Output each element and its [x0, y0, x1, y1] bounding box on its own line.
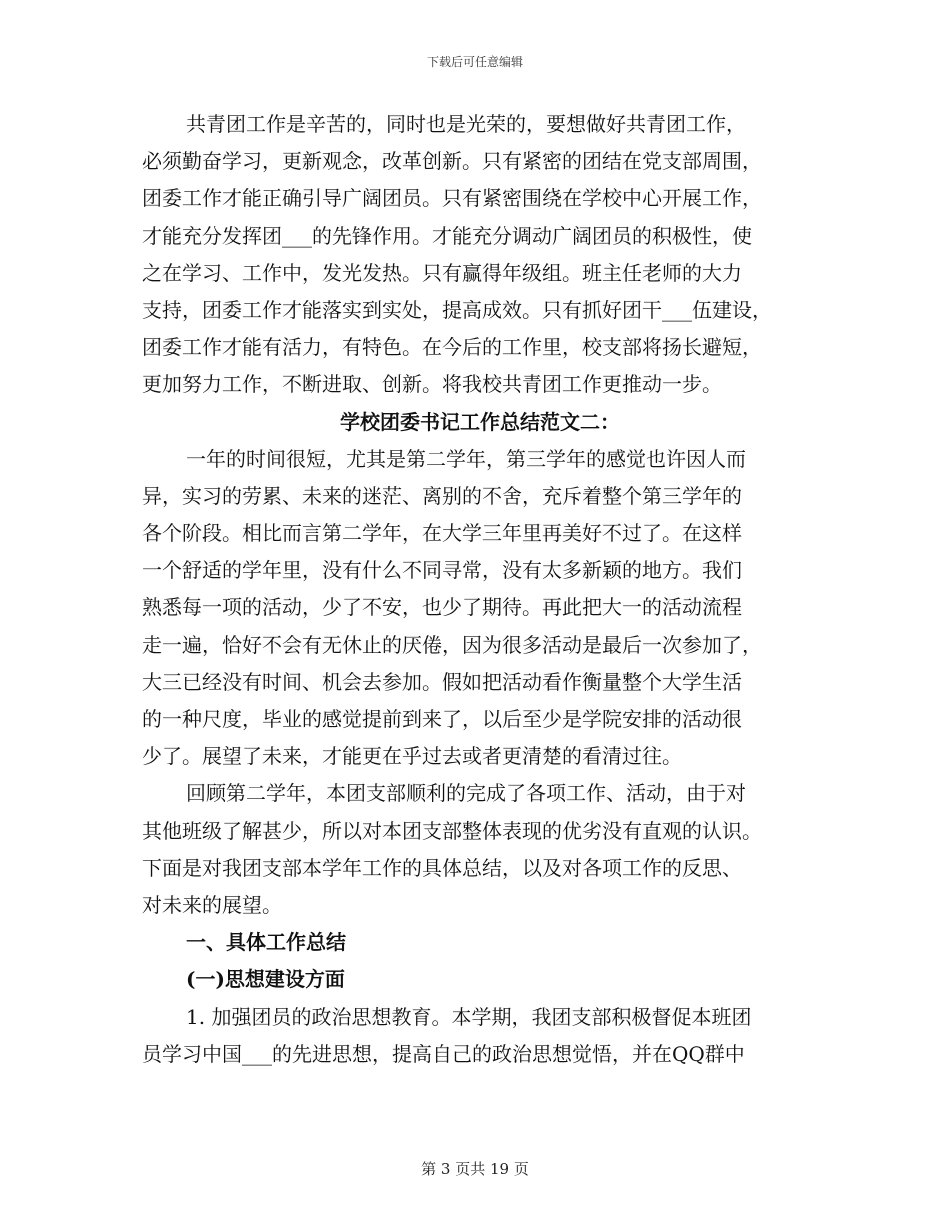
- page-footer: 第 3 页共 19 页: [421, 1160, 529, 1178]
- paragraph-line: 一个舒适的学年里，没有什么不同寻常，没有太多新颖的地方。我们: [142, 558, 742, 583]
- paragraph-line: 员学习中国___的先进思想，提高自己的政治思想觉悟，并在QQ群中: [142, 1041, 745, 1066]
- paragraph-line: 少了。展望了未来，才能更在乎过去或者更清楚的看清过往。: [142, 744, 682, 769]
- paragraph-line: 更加努力工作，不断进取、创新。将我校共青团工作更推动一步。: [142, 372, 722, 397]
- paragraph-line: 下面是对我团支部本学年工作的具体总结，以及对各项工作的反思、: [142, 855, 742, 880]
- paragraph-line: 大三已经没有时间、机会去参加。假如把活动看作衡量整个大学生活: [142, 669, 742, 694]
- paragraph-line: 团委工作才能有活力，有特色。在今后的工作里，校支部将扬长避短，: [142, 335, 762, 360]
- paragraph-line: 对未来的展望。: [142, 892, 282, 917]
- subheading: 一、具体工作总结: [186, 930, 346, 955]
- paragraph-line: 1. 加强团员的政治思想教育。本学期，我团支部积极督促本班团: [186, 1004, 752, 1029]
- document-body: [142, 106, 818, 1073]
- paragraph-line: 必须勤奋学习，更新观念，改革创新。只有紧密的团结在党支部周围，: [142, 149, 762, 174]
- paragraph-line: 异，实习的劳累、未来的迷茫、离别的不舍，充斥着整个第三学年的: [142, 483, 742, 508]
- paragraph-line: 才能充分发挥团___的先锋作用。才能充分调动广阔团员的积极性，使: [142, 223, 752, 248]
- paragraph-line: 熟悉每一项的活动，少了不安，也少了期待。再此把大一的活动流程: [142, 595, 742, 620]
- paragraph-line: 其他班级了解甚少，所以对本团支部整体表现的优劣没有直观的认识。: [142, 818, 762, 843]
- page-header: 下载后可任意编辑: [426, 55, 523, 69]
- section-title: 学校团委书记工作总结范文二：: [340, 409, 620, 434]
- paragraph-line: 走一遍，恰好不会有无休止的厌倦，因为很多活动是最后一次参加了，: [142, 632, 762, 657]
- paragraph-line: 之在学习、工作中，发光发热。只有赢得年级组。班主任老师的大力: [142, 260, 742, 285]
- paragraph-line: 团委工作才能正确引导广阔团员。只有紧密围绕在学校中心开展工作，: [142, 186, 762, 211]
- paragraph-line: 共青团工作是辛苦的，同时也是光荣的，要想做好共青团工作，: [186, 112, 746, 136]
- subheading: (一)思想建设方面: [186, 967, 345, 992]
- paragraph-line: 回顾第二学年，本团支部顺利的完成了各项工作、活动，由于对: [186, 781, 746, 806]
- paragraph-line: 支持，团委工作才能落实到实处，提高成效。只有抓好团干___伍建设，: [142, 297, 772, 322]
- paragraph-line: 一年的时间很短，尤其是第二学年，第三学年的感觉也许因人而: [186, 446, 746, 471]
- paragraph-line: 各个阶段。相比而言第二学年，在大学三年里再美好不过了。在这样: [142, 521, 742, 546]
- paragraph-line: 的一种尺度，毕业的感觉提前到来了，以后至少是学院安排的活动很: [142, 707, 742, 731]
